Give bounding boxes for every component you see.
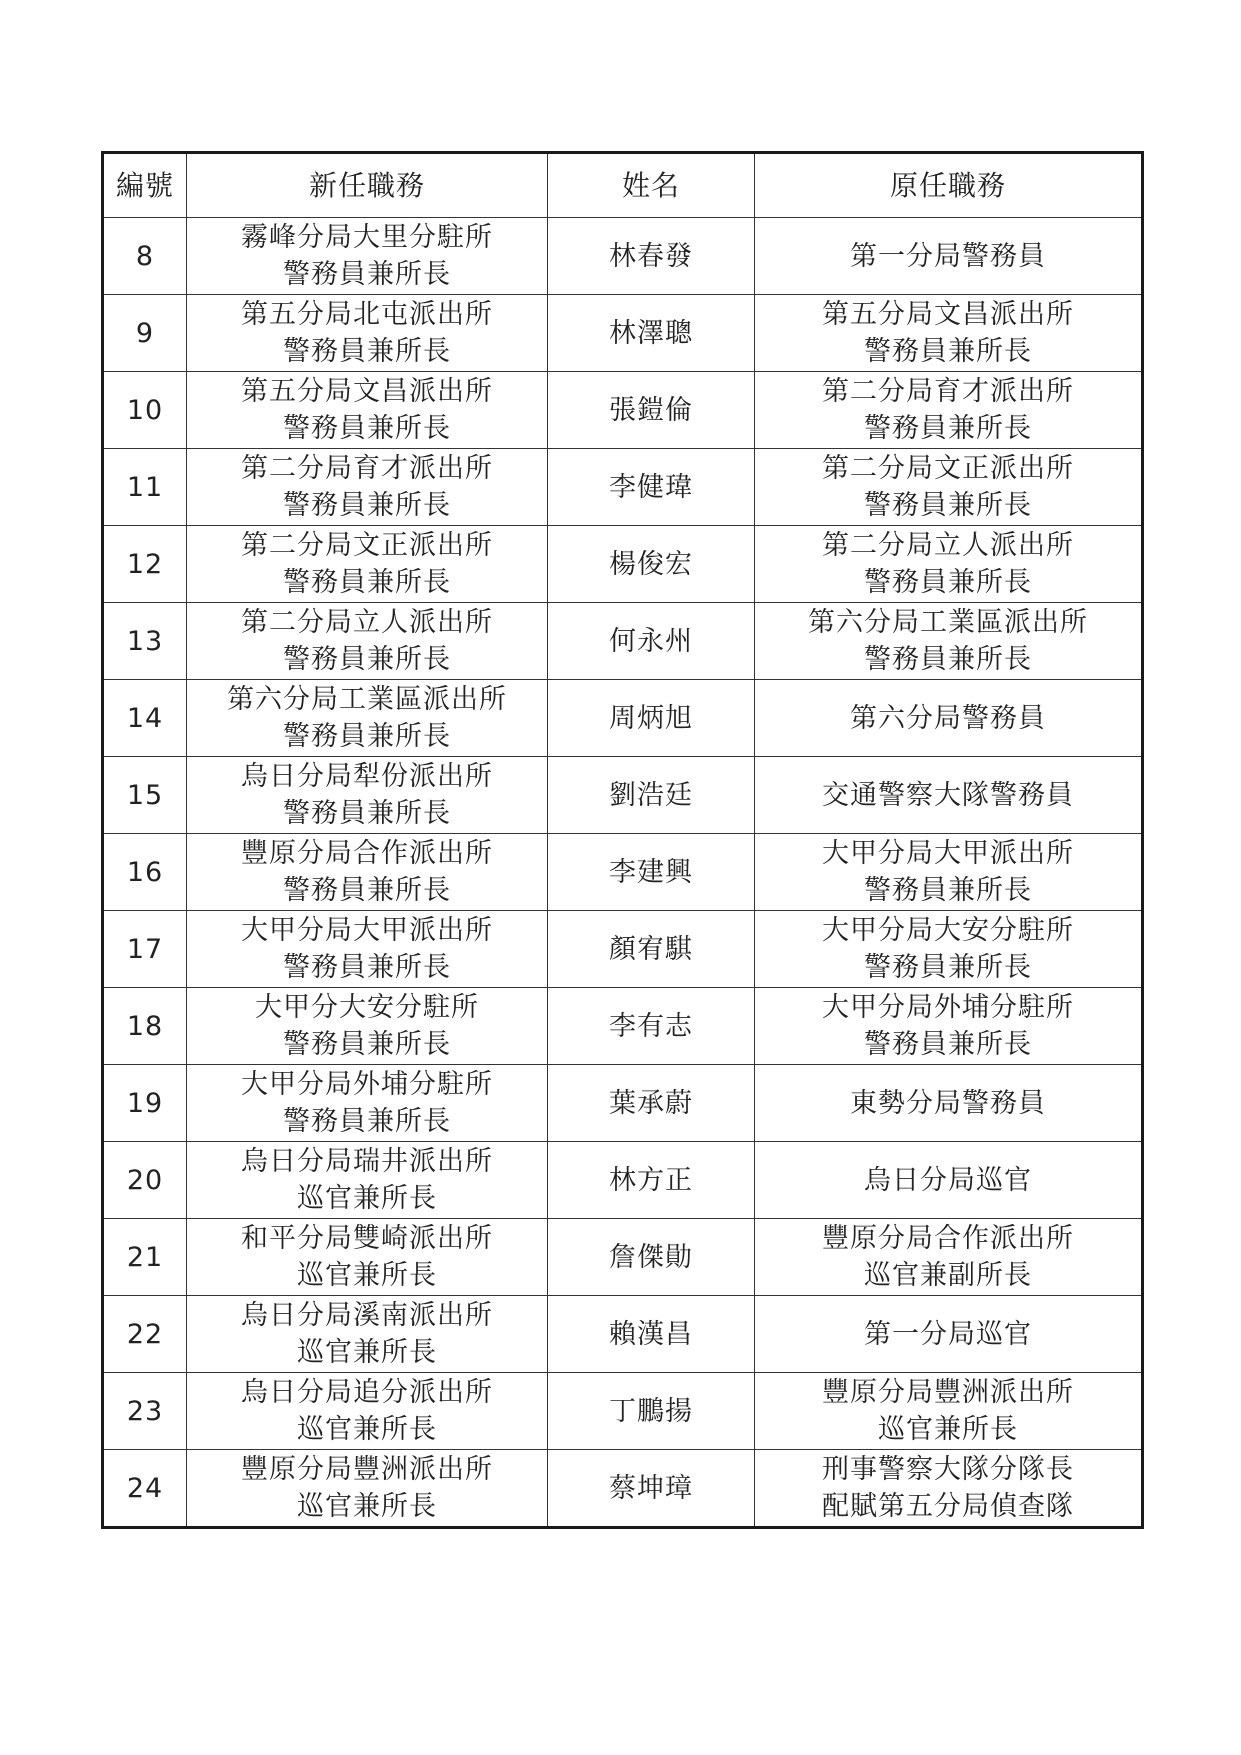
row-number: 13 [103, 603, 187, 680]
original-position-line: 警務員兼所長 [864, 413, 1032, 444]
table-row [103, 911, 1143, 988]
original-position-line: 第二分局育才派出所 [822, 376, 1074, 407]
table-row [103, 449, 1143, 526]
name-cell: 李建興 [548, 834, 755, 911]
original-position-line: 大甲分局外埔分駐所 [822, 992, 1074, 1023]
name-cell: 葉承蔚 [548, 1065, 755, 1142]
name-cell: 賴漢昌 [548, 1296, 755, 1373]
personnel-reassignment-table [101, 151, 1144, 1529]
header-original-position: 原任職務 [755, 153, 1143, 218]
original-position-line: 第六分局工業區派出所 [808, 607, 1088, 638]
row-number: 18 [103, 988, 187, 1065]
header-new-position: 新任職務 [187, 153, 548, 218]
new-position-line: 警務員兼所長 [283, 721, 451, 752]
new-position-line: 警務員兼所長 [283, 413, 451, 444]
row-number: 15 [103, 757, 187, 834]
original-position-line: 刑事警察大隊分隊長 [822, 1454, 1074, 1485]
header-number: 編號 [103, 153, 187, 218]
original-position-line: 警務員兼所長 [864, 1029, 1032, 1060]
table-row [103, 988, 1143, 1065]
original-position-line: 第五分局文昌派出所 [822, 299, 1074, 330]
original-position-cell [755, 757, 1143, 834]
original-position-line: 警務員兼所長 [864, 336, 1032, 367]
new-position-line: 警務員兼所長 [283, 259, 451, 290]
new-position-cell [187, 295, 548, 372]
table-row [103, 603, 1143, 680]
new-position-cell [187, 1065, 548, 1142]
row-number: 11 [103, 449, 187, 526]
original-position-line: 東勢分局警務員 [850, 1087, 1046, 1119]
new-position-line: 烏日分局追分派出所 [241, 1377, 493, 1408]
new-position-cell [187, 1373, 548, 1450]
new-position-line: 警務員兼所長 [283, 567, 451, 598]
original-position-line: 大甲分局大甲派出所 [822, 838, 1074, 869]
table-row [103, 526, 1143, 603]
row-number: 23 [103, 1373, 187, 1450]
name-cell: 周炳旭 [548, 680, 755, 757]
original-position-cell [755, 295, 1143, 372]
original-position-cell [755, 1065, 1143, 1142]
name-cell: 林澤聰 [548, 295, 755, 372]
new-position-line: 霧峰分局大里分駐所 [241, 222, 493, 253]
name-cell: 張鎧倫 [548, 372, 755, 449]
new-position-line: 巡官兼所長 [297, 1491, 437, 1522]
original-position-line: 警務員兼所長 [864, 644, 1032, 675]
original-position-cell [755, 1296, 1143, 1373]
new-position-line: 第二分局育才派出所 [241, 453, 493, 484]
new-position-line: 第二分局文正派出所 [241, 530, 493, 561]
new-position-line: 第六分局工業區派出所 [227, 684, 507, 715]
new-position-line: 巡官兼所長 [297, 1414, 437, 1445]
table-row [103, 1373, 1143, 1450]
new-position-line: 烏日分局犁份派出所 [241, 761, 493, 792]
table-row [103, 757, 1143, 834]
new-position-cell [187, 988, 548, 1065]
new-position-line: 大甲分大安分駐所 [255, 992, 479, 1023]
row-number: 12 [103, 526, 187, 603]
name-cell: 林方正 [548, 1142, 755, 1219]
original-position-line: 配賦第五分局偵查隊 [822, 1491, 1074, 1522]
row-number: 9 [103, 295, 187, 372]
table-row [103, 834, 1143, 911]
new-position-cell [187, 757, 548, 834]
name-cell: 何永州 [548, 603, 755, 680]
name-cell: 李有志 [548, 988, 755, 1065]
new-position-line: 烏日分局溪南派出所 [241, 1300, 493, 1331]
original-position-line: 巡官兼所長 [878, 1414, 1018, 1445]
new-position-cell [187, 526, 548, 603]
new-position-line: 第二分局立人派出所 [241, 607, 493, 638]
original-position-line: 烏日分局巡官 [864, 1164, 1032, 1196]
row-number: 16 [103, 834, 187, 911]
new-position-line: 巡官兼所長 [297, 1260, 437, 1291]
original-position-cell [755, 1373, 1143, 1450]
new-position-line: 巡官兼所長 [297, 1337, 437, 1368]
original-position-line: 警務員兼所長 [864, 567, 1032, 598]
original-position-cell [755, 603, 1143, 680]
table-row [103, 1065, 1143, 1142]
original-position-cell [755, 988, 1143, 1065]
table-row [103, 1219, 1143, 1296]
original-position-line: 交通警察大隊警務員 [822, 779, 1074, 811]
row-number: 17 [103, 911, 187, 988]
original-position-line: 豐原分局豐洲派出所 [822, 1377, 1074, 1408]
row-number: 21 [103, 1219, 187, 1296]
new-position-cell [187, 834, 548, 911]
row-number: 22 [103, 1296, 187, 1373]
table-row [103, 1296, 1143, 1373]
original-position-line: 第六分局警務員 [850, 702, 1046, 734]
new-position-line: 警務員兼所長 [283, 1106, 451, 1137]
new-position-cell [187, 680, 548, 757]
new-position-line: 警務員兼所長 [283, 1029, 451, 1060]
personnel-table-page [101, 151, 1141, 1529]
new-position-line: 警務員兼所長 [283, 490, 451, 521]
new-position-line: 第五分局文昌派出所 [241, 376, 493, 407]
original-position-line: 豐原分局合作派出所 [822, 1223, 1074, 1254]
new-position-cell [187, 372, 548, 449]
new-position-cell [187, 1219, 548, 1296]
original-position-cell [755, 834, 1143, 911]
name-cell: 林春發 [548, 218, 755, 295]
new-position-line: 警務員兼所長 [283, 644, 451, 675]
row-number: 20 [103, 1142, 187, 1219]
new-position-line: 警務員兼所長 [283, 952, 451, 983]
new-position-cell [187, 1142, 548, 1219]
new-position-line: 大甲分局大甲派出所 [241, 915, 493, 946]
name-cell: 顏宥騏 [548, 911, 755, 988]
table-row [103, 1142, 1143, 1219]
new-position-line: 豐原分局豐洲派出所 [241, 1454, 493, 1485]
table-row [103, 295, 1143, 372]
original-position-line: 第一分局巡官 [864, 1318, 1032, 1350]
header-name: 姓名 [548, 153, 755, 218]
original-position-cell [755, 449, 1143, 526]
original-position-line: 警務員兼所長 [864, 875, 1032, 906]
name-cell: 劉浩廷 [548, 757, 755, 834]
original-position-line: 第一分局警務員 [850, 240, 1046, 272]
new-position-line: 豐原分局合作派出所 [241, 838, 493, 869]
new-position-line: 第五分局北屯派出所 [241, 299, 493, 330]
original-position-cell [755, 1219, 1143, 1296]
new-position-cell [187, 1450, 548, 1528]
original-position-line: 警務員兼所長 [864, 490, 1032, 521]
table-row [103, 680, 1143, 757]
table-row [103, 372, 1143, 449]
new-position-cell [187, 1296, 548, 1373]
new-position-line: 大甲分局外埔分駐所 [241, 1069, 493, 1100]
row-number: 19 [103, 1065, 187, 1142]
new-position-line: 巡官兼所長 [297, 1183, 437, 1214]
original-position-line: 第二分局文正派出所 [822, 453, 1074, 484]
name-cell: 蔡坤璋 [548, 1450, 755, 1528]
new-position-cell [187, 603, 548, 680]
original-position-line: 大甲分局大安分駐所 [822, 915, 1074, 946]
new-position-line: 烏日分局瑞井派出所 [241, 1146, 493, 1177]
name-cell: 詹傑勛 [548, 1219, 755, 1296]
new-position-cell [187, 449, 548, 526]
new-position-line: 警務員兼所長 [283, 336, 451, 367]
name-cell: 李健瑋 [548, 449, 755, 526]
name-cell: 楊俊宏 [548, 526, 755, 603]
row-number: 24 [103, 1450, 187, 1528]
new-position-line: 和平分局雙崎派出所 [241, 1223, 493, 1254]
original-position-line: 警務員兼所長 [864, 952, 1032, 983]
original-position-cell [755, 372, 1143, 449]
table-header-row [103, 153, 1143, 218]
table-row [103, 218, 1143, 295]
name-cell: 丁鵬揚 [548, 1373, 755, 1450]
original-position-line: 巡官兼副所長 [864, 1260, 1032, 1291]
original-position-cell [755, 1450, 1143, 1528]
new-position-line: 警務員兼所長 [283, 875, 451, 906]
row-number: 14 [103, 680, 187, 757]
table-body [103, 218, 1143, 1528]
original-position-line: 第二分局立人派出所 [822, 530, 1074, 561]
original-position-cell [755, 526, 1143, 603]
table-row [103, 1450, 1143, 1528]
original-position-cell [755, 1142, 1143, 1219]
new-position-cell [187, 911, 548, 988]
original-position-cell [755, 218, 1143, 295]
row-number: 10 [103, 372, 187, 449]
new-position-cell [187, 218, 548, 295]
new-position-line: 警務員兼所長 [283, 798, 451, 829]
original-position-cell [755, 680, 1143, 757]
original-position-cell [755, 911, 1143, 988]
row-number: 8 [103, 218, 187, 295]
